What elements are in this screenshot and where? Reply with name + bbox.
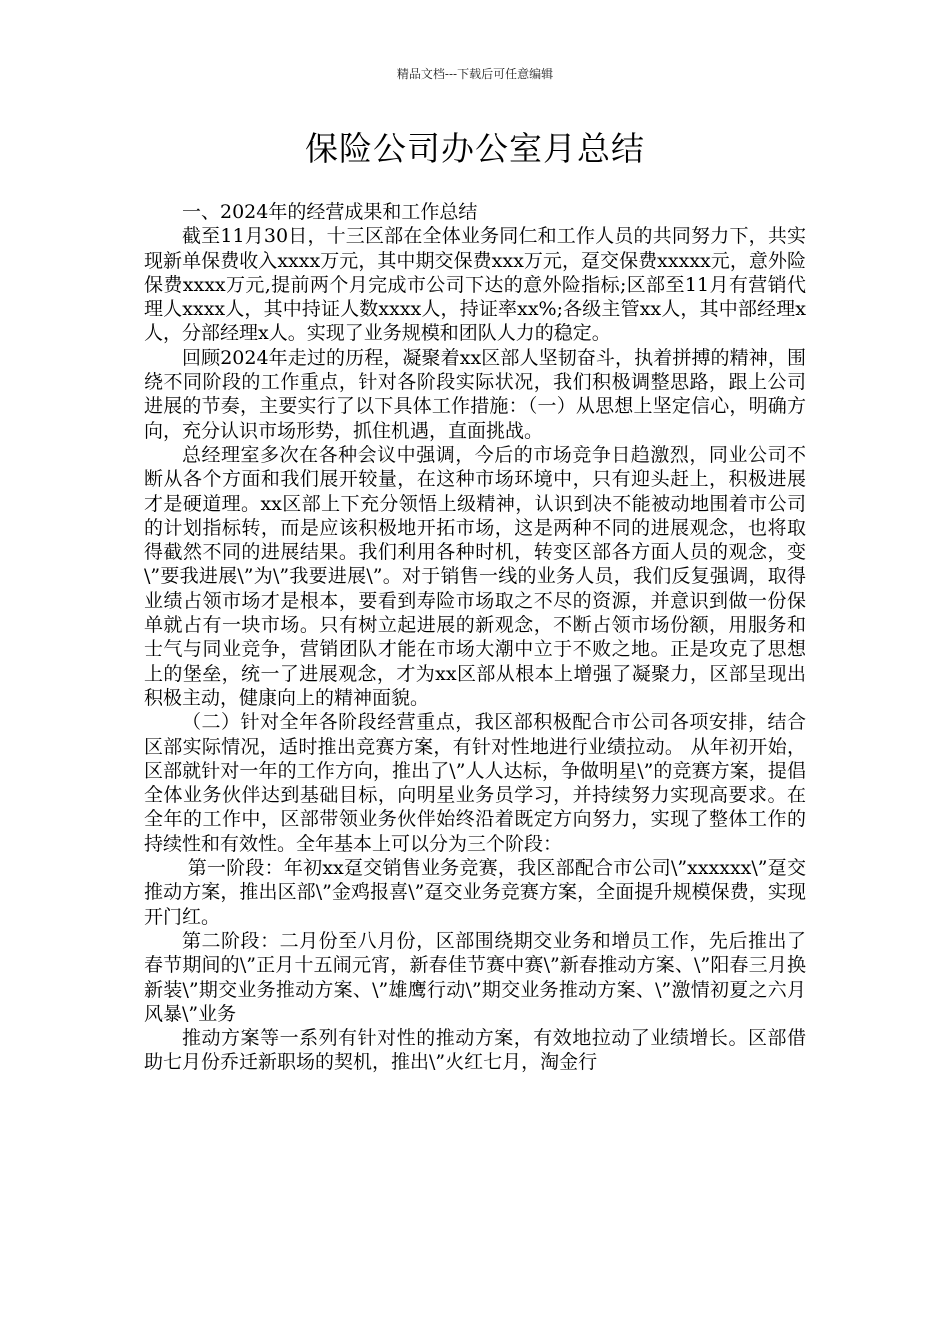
paragraph: 截至11月30日，十三区部在全体业务同仁和工作人员的共同努力下，共实现新单保费收入xxxx万元，其中期交保费xxx万元，趸交保费xxxxx元，意外险保费xxxx万元,提前两个月完成市公司下达的意外险指标;区部至11月有营销代理人xxxx人，其中持证人数xxxx人，持证率xx%;各级主管xx人，其中部经理x人，分部经理x人。实现了业务规模和团队人力的稳定。 (144, 225, 806, 345)
paragraph: 回顾2024年走过的历程，凝聚着xx区部人坚韧奋斗，执着拼搏的精神，围绕不同阶段的工作重点，针对各阶段实际状况，我们积极调整思路，跟上公司进展的节奏，主要实行了以下具体工作措施：（一）从思想上坚定信心，明确方向，充分认识市场形势，抓住机遇，直面挑战。 (144, 346, 806, 442)
section-heading: 一、2024年的经营成果和工作总结 (182, 201, 478, 223)
paragraph: 第二阶段：二月份至八月份，区部围绕期交业务和增员工作，先后推出了春节期间的\”正月十五闹元宵，新春佳节赛中赛\”新春推动方案、\”阳春三月换新装\”期交业务推动方案、\”雄鹰行动\”期交业务推动方案、\”激情初夏之六月风暴\”业务 (144, 929, 806, 1025)
document-title: 保险公司办公室月总结 (305, 129, 645, 168)
paragraph: 第一阶段：年初xx趸交销售业务竞赛，我区部配合市公司\”xxxxxx\”趸交推动方案，推出区部\”金鸡报喜\”趸交业务竞赛方案，全面提升规模保费，实现开门红。 (144, 857, 806, 928)
paragraph: （二）针对全年各阶段经营重点，我区部积极配合市公司各项安排，结合区部实际情况，适时推出竞赛方案，有针对性地进行业绩拉动。 从年初开始，区部就针对一年的工作方向，推出了\”人人达标，争做明星\”的竞赛方案，提倡全体业务伙伴达到基础目标，向明星业务员学习，并持续努力实现高要求。在全年的工作中，区部带领业务伙伴始终沿着既定方向努力，实现了整体工作的持续性和有效性。全年基本上可以分为三个阶段： (144, 711, 806, 855)
document-body (144, 200, 806, 1075)
paragraph: 推动方案等一系列有针对性的推动方案，有效地拉动了业绩增长。区部借助七月份乔迁新职场的契机，推出\”火红七月，淘金行 (144, 1027, 806, 1074)
paragraph: 总经理室多次在各种会议中强调，今后的市场竞争日趋激烈，同业公司不断从各个方面和我们展开较量，在这种市场环境中，只有迎头赶上，积极进展才是硬道理。xx区部上下充分领悟上级精神，认识到决不能被动地围着市公司的计划指标转，而是应该积极地开拓市场，这是两种不同的进展观念，也将取得截然不同的进展结果。我们利用各种时机，转变区部各方面人员的观念，变\”要我进展\”为\”我要进展\”。对于销售一线的业务人员，我们反复强调，取得业绩占领市场才是根本，要看到寿险市场取之不尽的资源，并意识到做一份保单就占有一块市场。只有树立起进展的新观念，不断占领市场份额，用服务和士气与同业竞争，营销团队才能在市场大潮中立于不败之地。正是攻克了思想上的堡垒，统一了进展观念，才为xx区部从根本上增强了凝聚力，区部呈现出积极主动，健康向上的精神面貌。 (144, 443, 806, 709)
header-note: 精品文档---下载后可任意编辑 (396, 67, 554, 81)
